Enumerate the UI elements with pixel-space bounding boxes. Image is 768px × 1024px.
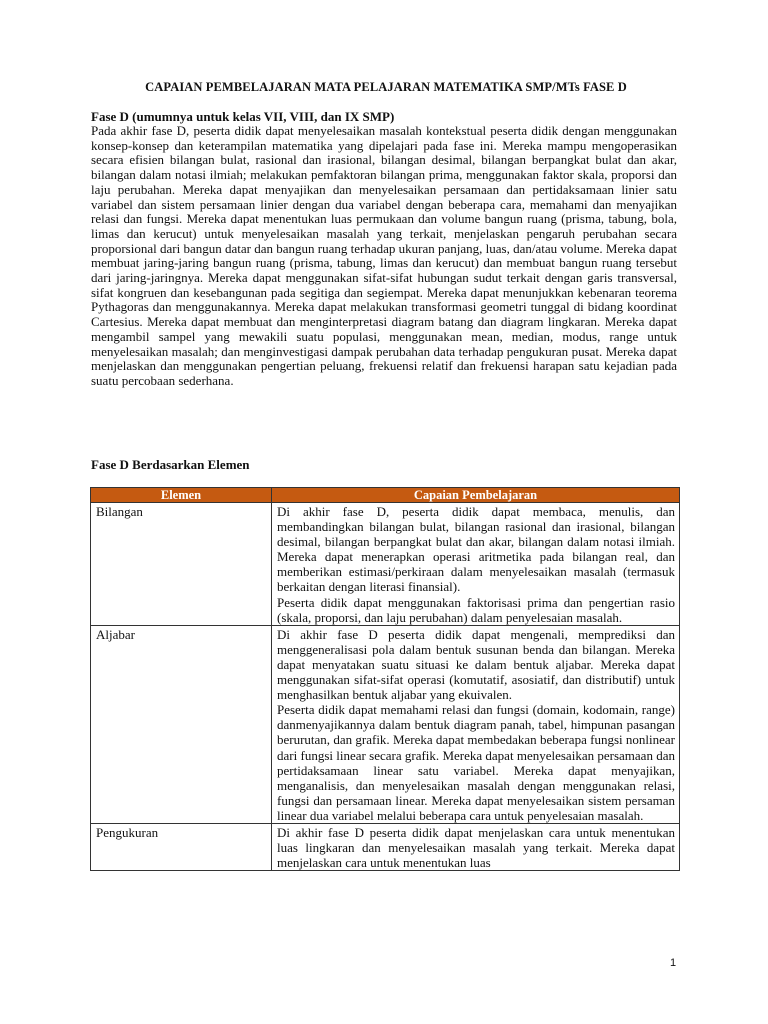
header-elemen: Elemen	[91, 488, 272, 503]
phase-heading: Fase D (umumnya untuk kelas VII, VIII, dan IX SMP)	[91, 109, 395, 124]
outcome-bilangan	[272, 503, 680, 626]
element-heading: Fase D Berdasarkan Elemen	[91, 457, 250, 472]
element-pengukuran: Pengukuran	[91, 823, 272, 870]
outcome-pengukuran	[272, 823, 680, 870]
table-row	[91, 625, 680, 823]
outcome-paragraph: Di akhir fase D, peserta didik dapat membaca, menulis, dan membandingkan bilangan bulat, bilangan rasional dan irasional, bilangan desimal, bilangan berpangkat bulat dan akar, bilangan dalam notasi ilmiah. Mereka dapat menerapkan operasi aritmetika pada bilangan real, dan memberikan estimasi/perkiraan dalam menyelesaikan masalah (termasuk berkaitan dengan literasi finansial).	[277, 504, 675, 595]
page-number: 1	[670, 957, 677, 969]
outcome-paragraph: Di akhir fase D peserta didik dapat mengenali, memprediksi dan menggeneralisasi pola dalam bentuk susunan benda dan bilangan. Mereka dapat menyatakan suatu situasi ke dalam bentuk aljabar. Mereka dapat menggunakan sifat-sifat operasi (komutatif, asosiatif, dan distributif) untuk menghasilkan bentuk aljabar yang ekuivalen.	[277, 626, 675, 703]
outcome-paragraph: Peserta didik dapat memahami relasi dan fungsi (domain, kodomain, range) danmenyajikannya dalam bentuk diagram panah, tabel, himpunan pasangan berurutan, dan grafik. Mereka dapat membedakan beberapa fungsi nonlinear dari fungsi linear secara grafik. Mereka dapat menyelesaikan persamaan dan pertidaksamaan linear satu variabel. Mereka dapat menyajikan, menganalisis, dan menyelesaikan masalah dengan menggunakan relasi, fungsi dan persamaan linear. Mereka dapat menyelesaikan sistem persaman linear dua variabel melalui beberapa cara untuk penyelesaian masalah.	[277, 702, 675, 823]
outcome-paragraph: Di akhir fase D peserta didik dapat menjelaskan cara untuk menentukan luas lingkaran dan menyelesaikan masalah yang terkait. Mereka dapat menjelaskan cara untuk menentukan luas	[277, 824, 675, 871]
header-capaian: Capaian Pembelajaran	[272, 488, 680, 503]
table-header-row	[91, 488, 680, 503]
outcome-aljabar	[272, 625, 680, 823]
intro-paragraph: Pada akhir fase D, peserta didik dapat menyelesaikan masalah kontekstual peserta didik dengan menggunakan konsep-konsep dan keterampilan matematika yang dipelajari pada fase ini. Mereka mampu mengoperasikan secara efisien bilangan bulat, rasional dan irasional, bilangan desimal, bilangan berpangkat bulat dan akar, bilangan dalam notasi ilmiah; melakukan pemfaktoran bilangan prima, menggunakan faktor skala, proporsi dan laju perubahan. Mereka dapat menyajikan dan menyelesaikan persamaan dan pertidaksamaan linier satu variabel dan sistem persamaan linier dengan dua variabel dengan beberapa cara, memahami dan menyajikan relasi dan fungsi. Mereka dapat menentukan luas permukaan dan volume bangun ruang (prisma, tabung, bola, limas dan kerucut) untuk menyelesaikan masalah yang terkait, menjelaskan pengaruh perubahan secara proporsional dari bangun datar dan bangun ruang terhadap ukuran panjang, luas, dan/atau volume. Mereka dapat membuat jaring-jaring bangun ruang (prisma, tabung, limas dan kerucut) dan membuat bangun ruang tersebut dari jaring-jaringnya. Mereka dapat menggunakan sifat-sifat hubungan sudut terkait dengan garis transversal, sifat kongruen dan kesebangunan pada segitiga dan segiempat. Mereka dapat menunjukkan kebenaran teorema Pythagoras dan menggunakannya. Mereka dapat melakukan transformasi geometri tunggal di bidang koordinat Cartesius. Mereka dapat membuat dan menginterpretasi diagram batang dan diagram lingkaran. Mereka dapat mengambil sampel yang mewakili suatu populasi, menggunakan mean, median, modus, range untuk menyelesaikan masalah; dan menginvestigasi dampak perubahan data terhadap pengukuran pusat. Mereka dapat menjelaskan dan menggunakan pengertian peluang, frekuensi relatif dan frekuensi harapan satu kejadian pada suatu percobaan sederhana.	[91, 123, 677, 388]
table-row	[91, 823, 680, 870]
element-bilangan: Bilangan	[91, 503, 272, 626]
document-title: CAPAIAN PEMBELAJARAN MATA PELAJARAN MATEMATIKA SMP/MTs FASE D	[145, 80, 627, 94]
learning-outcomes-table	[90, 487, 680, 871]
table-row	[91, 503, 680, 626]
element-aljabar: Aljabar	[91, 625, 272, 823]
outcome-paragraph: Peserta didik dapat menggunakan faktorisasi prima dan pengertian rasio (skala, proporsi, dan laju perubahan) dalam penyelesaian masalah.	[277, 594, 675, 625]
